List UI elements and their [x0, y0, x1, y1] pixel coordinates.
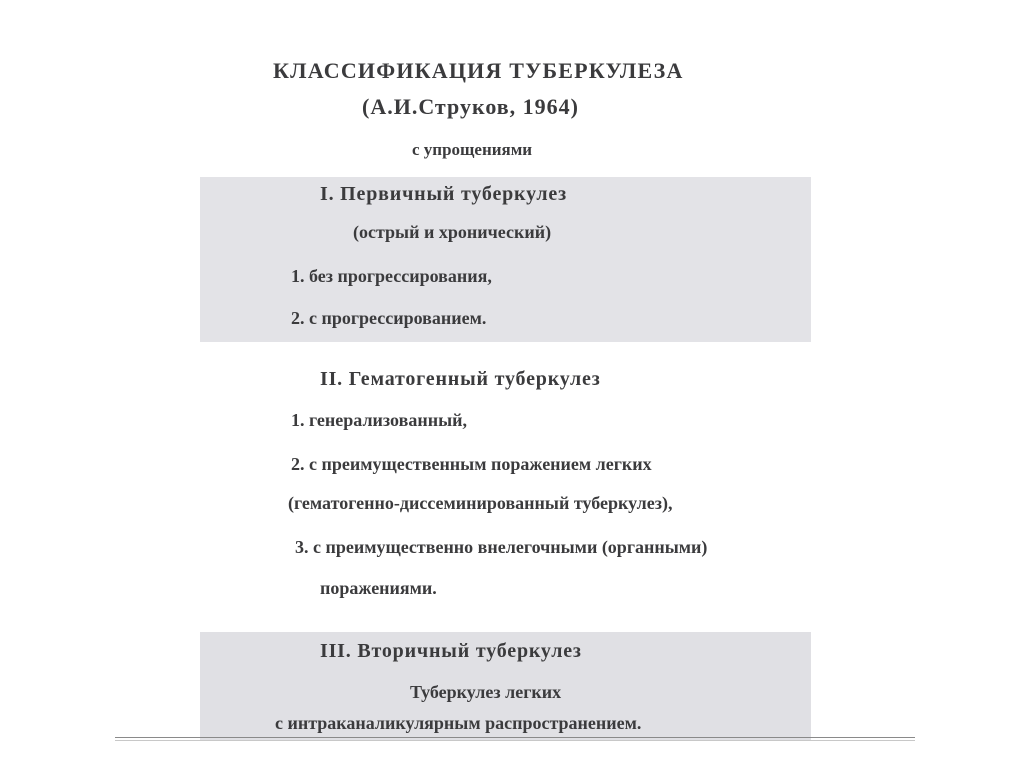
section-line: 3. с преимущественно внелегочными (органными) — [295, 537, 708, 557]
section-line: 1. без прогрессирования, — [291, 266, 492, 286]
section-line: 2. с прогрессированием. — [291, 308, 487, 328]
section-line: 2. с преимущественным поражением легких — [291, 454, 652, 474]
section-heading: III. Вторичный туберкулез — [320, 640, 582, 662]
section-line: Туберкулез легких — [410, 682, 562, 702]
section-line: поражениями. — [320, 578, 437, 598]
document-note: с упрощениями — [412, 140, 533, 159]
bottom-rule-shadow — [115, 740, 915, 741]
document-subtitle: (А.И.Струков, 1964) — [362, 94, 579, 119]
section-line: с интраканаликулярным распространением. — [275, 713, 642, 733]
section-line: 1. генерализованный, — [291, 410, 467, 430]
section-line: (гематогенно-диссеминированный туберкулез), — [288, 493, 673, 513]
document-title: КЛАССИФИКАЦИЯ ТУБЕРКУЛЕЗА — [273, 58, 684, 83]
section-line: (острый и хронический) — [353, 222, 552, 242]
section-heading: I. Первичный туберкулез — [320, 183, 567, 205]
section-heading: II. Гематогенный туберкулез — [320, 368, 601, 390]
bottom-rule — [115, 737, 915, 738]
